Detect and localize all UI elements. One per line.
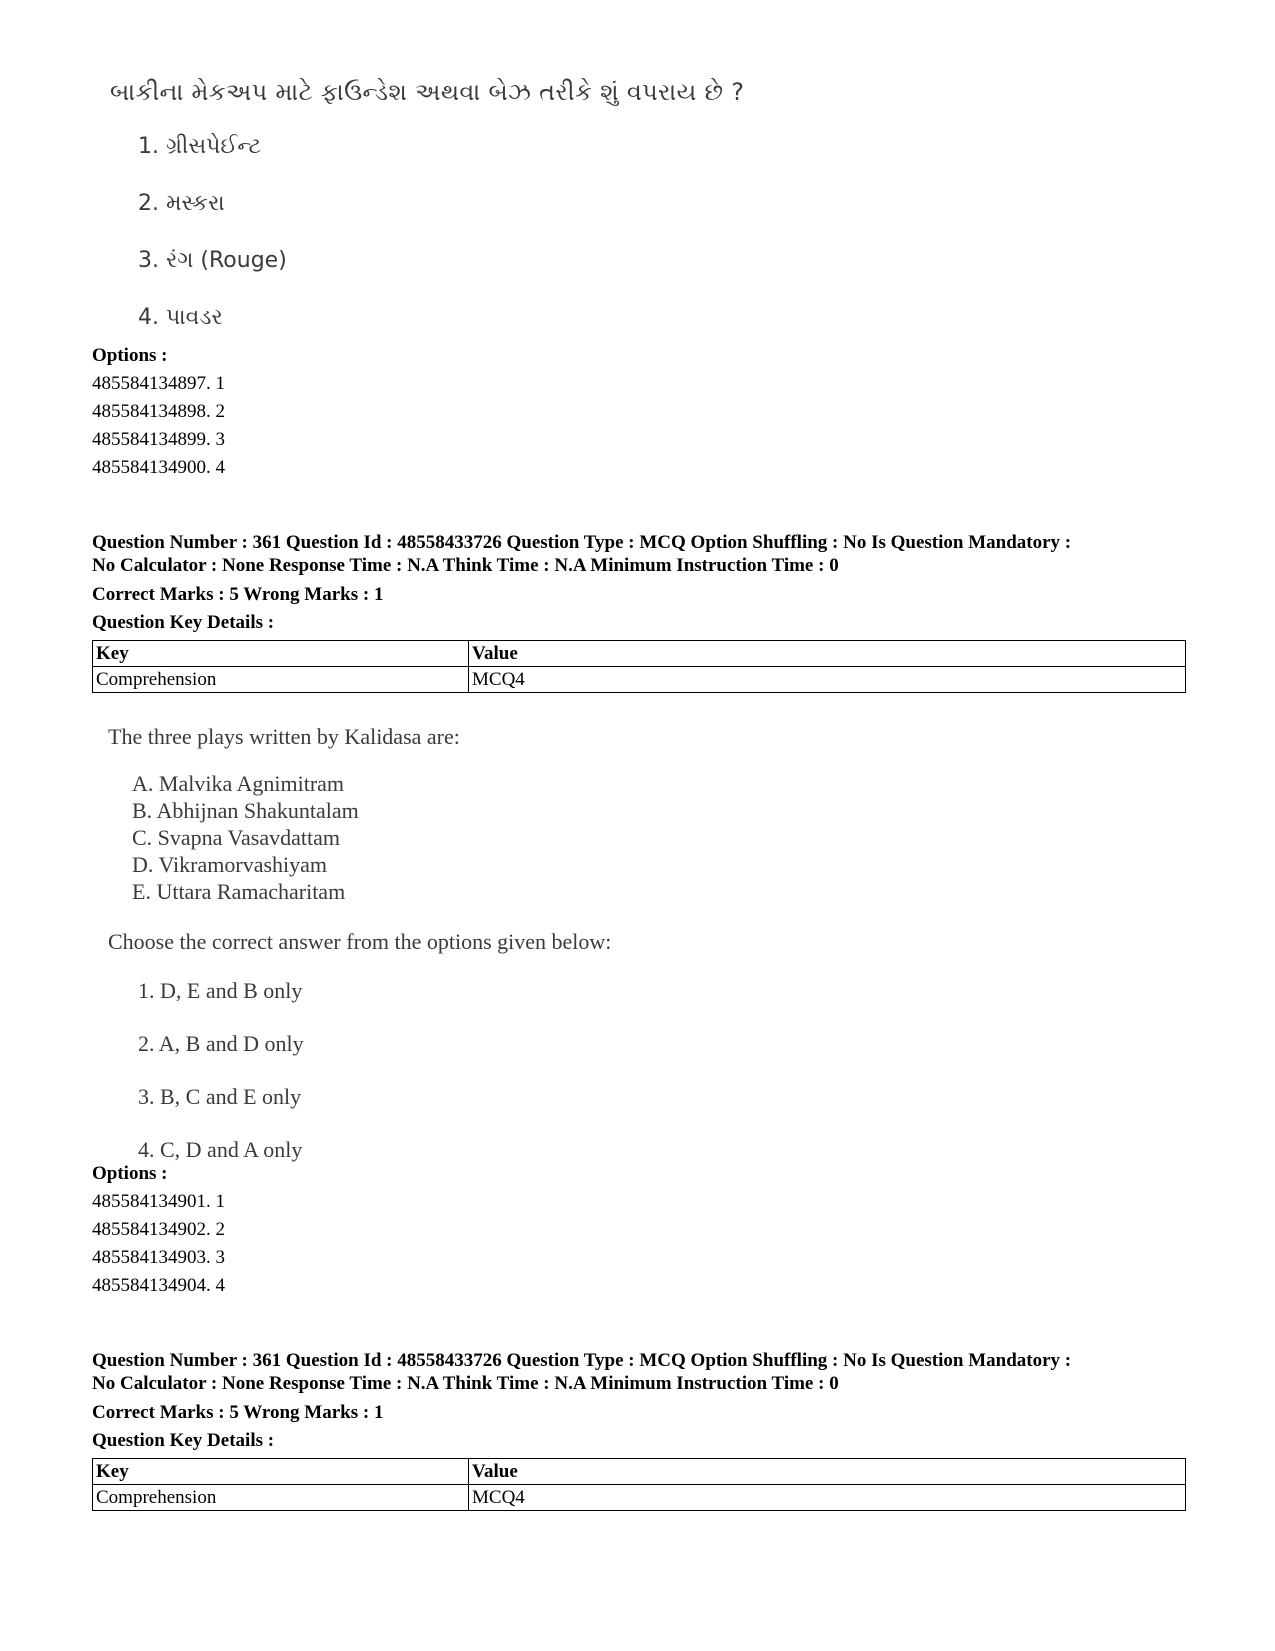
table-header-value: Value xyxy=(469,1459,1186,1485)
choice-item: 3. રંગ (Rouge) xyxy=(138,248,287,273)
options-block-a xyxy=(92,342,1192,482)
choice-list xyxy=(138,977,868,1189)
marks-line: Correct Marks : 5 Wrong Marks : 1 xyxy=(92,584,384,605)
table-cell-key: Comprehension xyxy=(93,667,469,693)
question-stem: બાકીના મેકઅપ માટે ફાઉન્ડેશ અથવા બેઝ તરીકે શું વપરાય છે ? xyxy=(110,78,745,106)
table-header-row xyxy=(93,1459,1186,1485)
statement-item: B. Abhijnan Shakuntalam xyxy=(132,798,359,823)
table-header-value: Value xyxy=(469,641,1186,667)
question-meta-2 xyxy=(92,1349,1192,1455)
key-value-table-2 xyxy=(92,1458,1186,1511)
statement-item: A. Malvika Agnimitram xyxy=(132,771,345,796)
table-row xyxy=(93,1485,1186,1511)
choice-item: 4. C, D and A only xyxy=(138,1137,303,1162)
options-label: Options : xyxy=(92,1163,168,1184)
options-label: Options : xyxy=(92,345,168,366)
key-value-table-1 xyxy=(92,640,1186,693)
choice-list xyxy=(108,118,808,346)
table-row xyxy=(93,667,1186,693)
option-line: 485584134902. 2 xyxy=(92,1219,225,1240)
meta-line-2: No Calculator : None Response Time : N.A Think Time : N.A Minimum Instruction Time : 0 xyxy=(92,1373,839,1394)
option-line: 485584134904. 4 xyxy=(92,1275,225,1296)
table-cell-key: Comprehension xyxy=(93,1485,469,1511)
statement-item: E. Uttara Ramacharitam xyxy=(132,879,346,904)
meta-line-1: Question Number : 361 Question Id : 48558433726 Question Type : MCQ Option Shuffling : No Is Question Mandatory : xyxy=(92,1350,1072,1371)
question-stem: The three plays written by Kalidasa are: xyxy=(108,724,460,749)
statement-list xyxy=(132,770,868,905)
choice-item: 2. A, B and D only xyxy=(138,1031,304,1056)
table-header-row xyxy=(93,641,1186,667)
table-header-key: Key xyxy=(93,641,469,667)
choice-item: 1. D, E and B only xyxy=(138,978,303,1003)
marks-line: Correct Marks : 5 Wrong Marks : 1 xyxy=(92,1402,384,1423)
question-image-gujarati xyxy=(108,78,808,346)
option-line: 485584134903. 3 xyxy=(92,1247,225,1268)
question-image-english xyxy=(108,724,868,1189)
statement-item: C. Svapna Vasavdattam xyxy=(132,825,340,850)
choice-item: 3. B, C and E only xyxy=(138,1084,302,1109)
table-header-key: Key xyxy=(93,1459,469,1485)
options-block-b xyxy=(92,1160,1192,1300)
statement-item: D. Vikramorvashiyam xyxy=(132,852,328,877)
option-line: 485584134901. 1 xyxy=(92,1191,225,1212)
table-cell-value: MCQ4 xyxy=(469,1485,1186,1511)
option-line: 485584134898. 2 xyxy=(92,401,225,422)
option-line: 485584134899. 3 xyxy=(92,429,225,450)
question-meta-1 xyxy=(92,531,1192,637)
meta-line-1: Question Number : 361 Question Id : 48558433726 Question Type : MCQ Option Shuffling : No Is Question Mandatory : xyxy=(92,532,1072,553)
question-instruction: Choose the correct answer from the options given below: xyxy=(108,929,612,954)
choice-item: 1. ગ્રીસપેઈન્ટ xyxy=(138,134,262,159)
choice-item: 4. પાવડર xyxy=(138,305,223,330)
option-line: 485584134897. 1 xyxy=(92,373,225,394)
key-details-label: Question Key Details : xyxy=(92,1430,275,1451)
table-cell-value: MCQ4 xyxy=(469,667,1186,693)
choice-item: 2. મસ્કરા xyxy=(138,191,225,216)
key-details-label: Question Key Details : xyxy=(92,612,275,633)
option-line: 485584134900. 4 xyxy=(92,457,225,478)
meta-line-2: No Calculator : None Response Time : N.A Think Time : N.A Minimum Instruction Time : 0 xyxy=(92,555,839,576)
